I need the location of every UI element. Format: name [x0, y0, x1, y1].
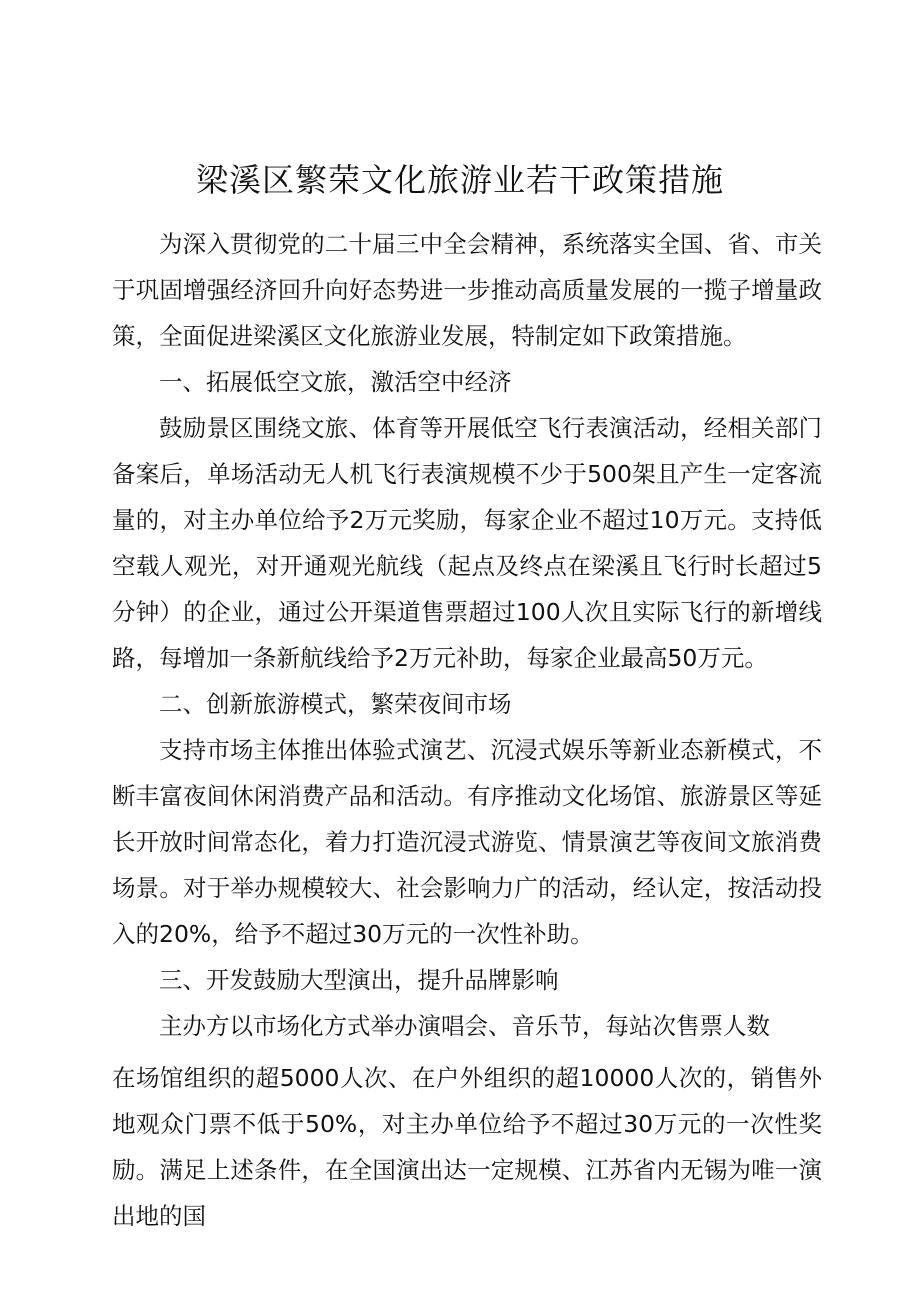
- section-body-2: 支持市场主体推出体验式演艺、沉浸式娱乐等新业态新模式，不断丰富夜间休闲消费产品和活动。有序推动文化场馆、旅游景区等延长开放时间常态化，着力打造沉浸式游览、情景演艺等夜间文旅消费场景。对于举办规模较大、社会影响力广的活动，经认定，按活动投入的20%，给予不超过30万元的一次性补助。: [112, 736, 822, 948]
- section-body-3-continued: 在场馆组织的超5000人次、在户外组织的超10000人次的，销售外地观众门票不低于50%，对主办单位给予不超过30万元的一次性奖励。满足上述条件，在全国演出达一定规模、江苏省内无锡为唯一演出地的国: [112, 1064, 822, 1230]
- section-heading-1: 一、拓展低空文旅，激活空中经济: [159, 368, 512, 396]
- section-body-1: 鼓励景区围绕文旅、体育等开展低空飞行表演活动，经相关部门备案后，单场活动无人机飞行表演规模不少于500架且产生一定客流量的，对主办单位给予2万元奖励，每家企业不超过10万元。支持低空载人观光，对开通观光航线（起点及终点在梁溪且飞行时长超过5分钟）的企业，通过公开渠道售票超过100人次且实际飞行的新增线路，每增加一条新航线给予2万元补助，每家企业最高50万元。: [112, 414, 822, 672]
- intro-paragraph: 为深入贯彻党的二十届三中全会精神，系统落实全国、省、市关于巩固增强经济回升向好态势进一步推动高质量发展的一揽子增量政策，全面促进梁溪区文化旅游业发展，特制定如下政策措施。: [112, 230, 822, 350]
- section-body-3-first-line: 主办方以市场化方式举办演唱会、音乐节，每站次售票人数: [159, 1012, 770, 1040]
- document-body: [112, 221, 822, 1239]
- document-title: 梁溪区繁荣文化旅游业若干政策措施: [195, 161, 724, 199]
- section-heading-2: 二、创新旅游模式，繁荣夜间市场: [159, 690, 512, 718]
- section-heading-3: 三、开发鼓励大型演出，提升品牌影响: [159, 966, 559, 994]
